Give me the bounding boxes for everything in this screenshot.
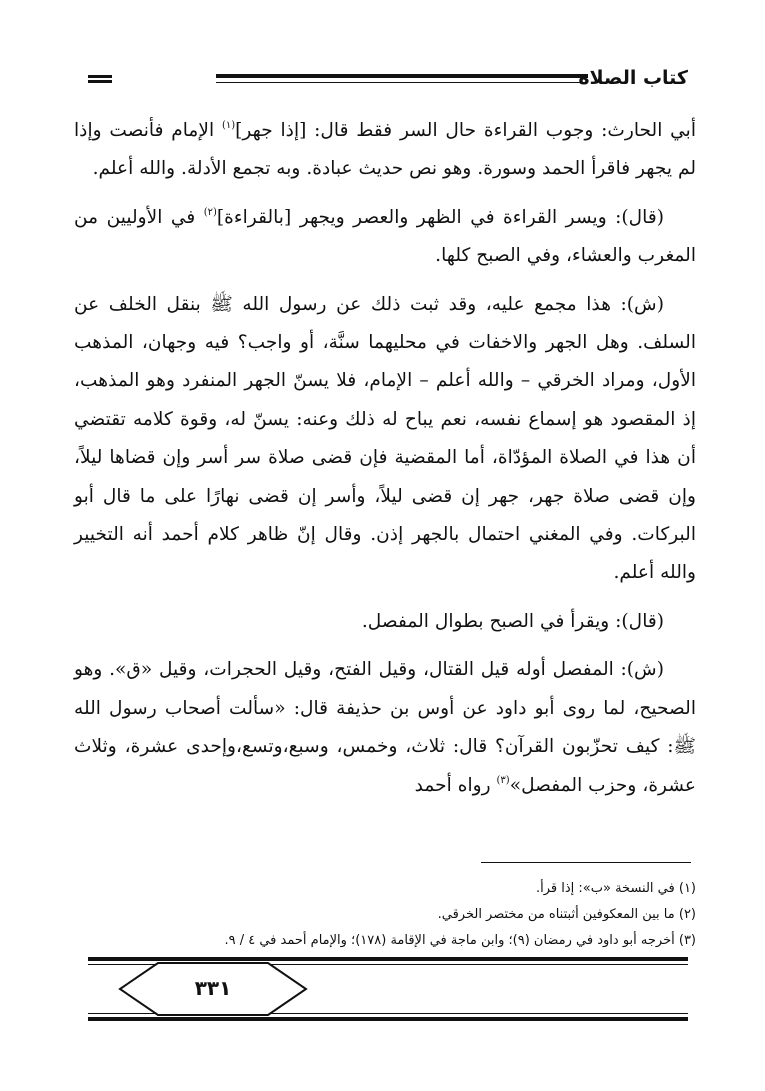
footnote-3: (٣) أخرجه أبو داود في رمضان (٩)؛ وابن ماجة في الإقامة (١٧٨)؛ والإمام أحمد في ٤ / ٩. [224, 933, 696, 948]
paragraph-3: (ش): هذا مجمع عليه، وقد ثبت ذلك عن رسول الله ﷺ بنقل الخلف عن السلف. وهل الجهر والاخفات في محليهما سنَّة، أو واجب؟ فيه وجهان، المذهب الأول، ومراد الخرقي – والله أعلم – الإمام، فلا يسنّ الجهر المنفرد وهو المذهب، إذ المقصود هو إسماع نفسه، نعم يباح له ذلك وعنه: يسنّ له، وقوة كلامه تقتضي أن هذا في الصلاة المؤدّاة، أما المقضية فإن قضى صلاة سر أسر وإن قضاها ليلاً، وإن قضى صلاة جهر، جهر إن قضى ليلاً، وأسر إن قضى نهارًا على ما قال أبو البركات. وفي المغني احتمال بالجهر إذن. وقال إنّ ظاهر كلام أحمد أنه التخيير والله أعلم. [74, 293, 696, 584]
header-title: كتاب الصلاة [578, 67, 688, 89]
header-ornament [88, 75, 112, 83]
footnote-ref-1: (١) [221, 120, 236, 131]
running-header [88, 66, 688, 92]
main-text [74, 112, 696, 815]
footnote-separator [481, 862, 691, 863]
page-footer [88, 957, 688, 1021]
footnote-2: (٢) ما بين المعكوفين أثبتناه من مختصر الخرقي. [437, 907, 696, 922]
page-number: ٣٣١ [194, 976, 232, 1000]
footnote-ref-2: (٢) [203, 206, 217, 218]
paragraph-1: أبي الحارث: وجوب القراءة حال السر فقط قال: [إذا جهر]$^{(١)}$ الإمام فأنصت وإذا لم يجهر فاقرأ الحمد وسورة. وهو نص حديث عبادة. وبه تجمع الأدلة. والله أعلم. [74, 120, 697, 180]
footnote-ref-3: (٣) [496, 774, 510, 786]
header-double-rule [216, 74, 588, 83]
footnotes [74, 876, 696, 954]
paragraph-2: (قال): ويسر القراءة في الظهر والعصر ويجهر [بالقراءة]$^{(٢)}$ في الأوليين من المغرب والعشاء، وفي الصبح كلها. [74, 206, 696, 267]
paragraph-5: (ش): المفصل أوله قيل القتال، وقيل الفتح، وقيل الحجرات، وقيل «ق». وهو الصحيح، لما روى أبو داود عن أوس بن حذيفة قال: «سألت أصحاب رسول الله ﷺ: كيف تحزّبون القرآن؟ قال: ثلاث، وخمس، وسبع،وتسع،وإحدى عشرة، وثلاث عشرة، وحزب المفصل»$^{(٣)}$ رواه أحمد [74, 659, 696, 796]
paragraph-4: (قال): ويقرأ في الصبح بطوال المفصل. [361, 610, 664, 632]
footnote-1: (١) في النسخة «ب»: إذا قرأ. [536, 881, 696, 896]
